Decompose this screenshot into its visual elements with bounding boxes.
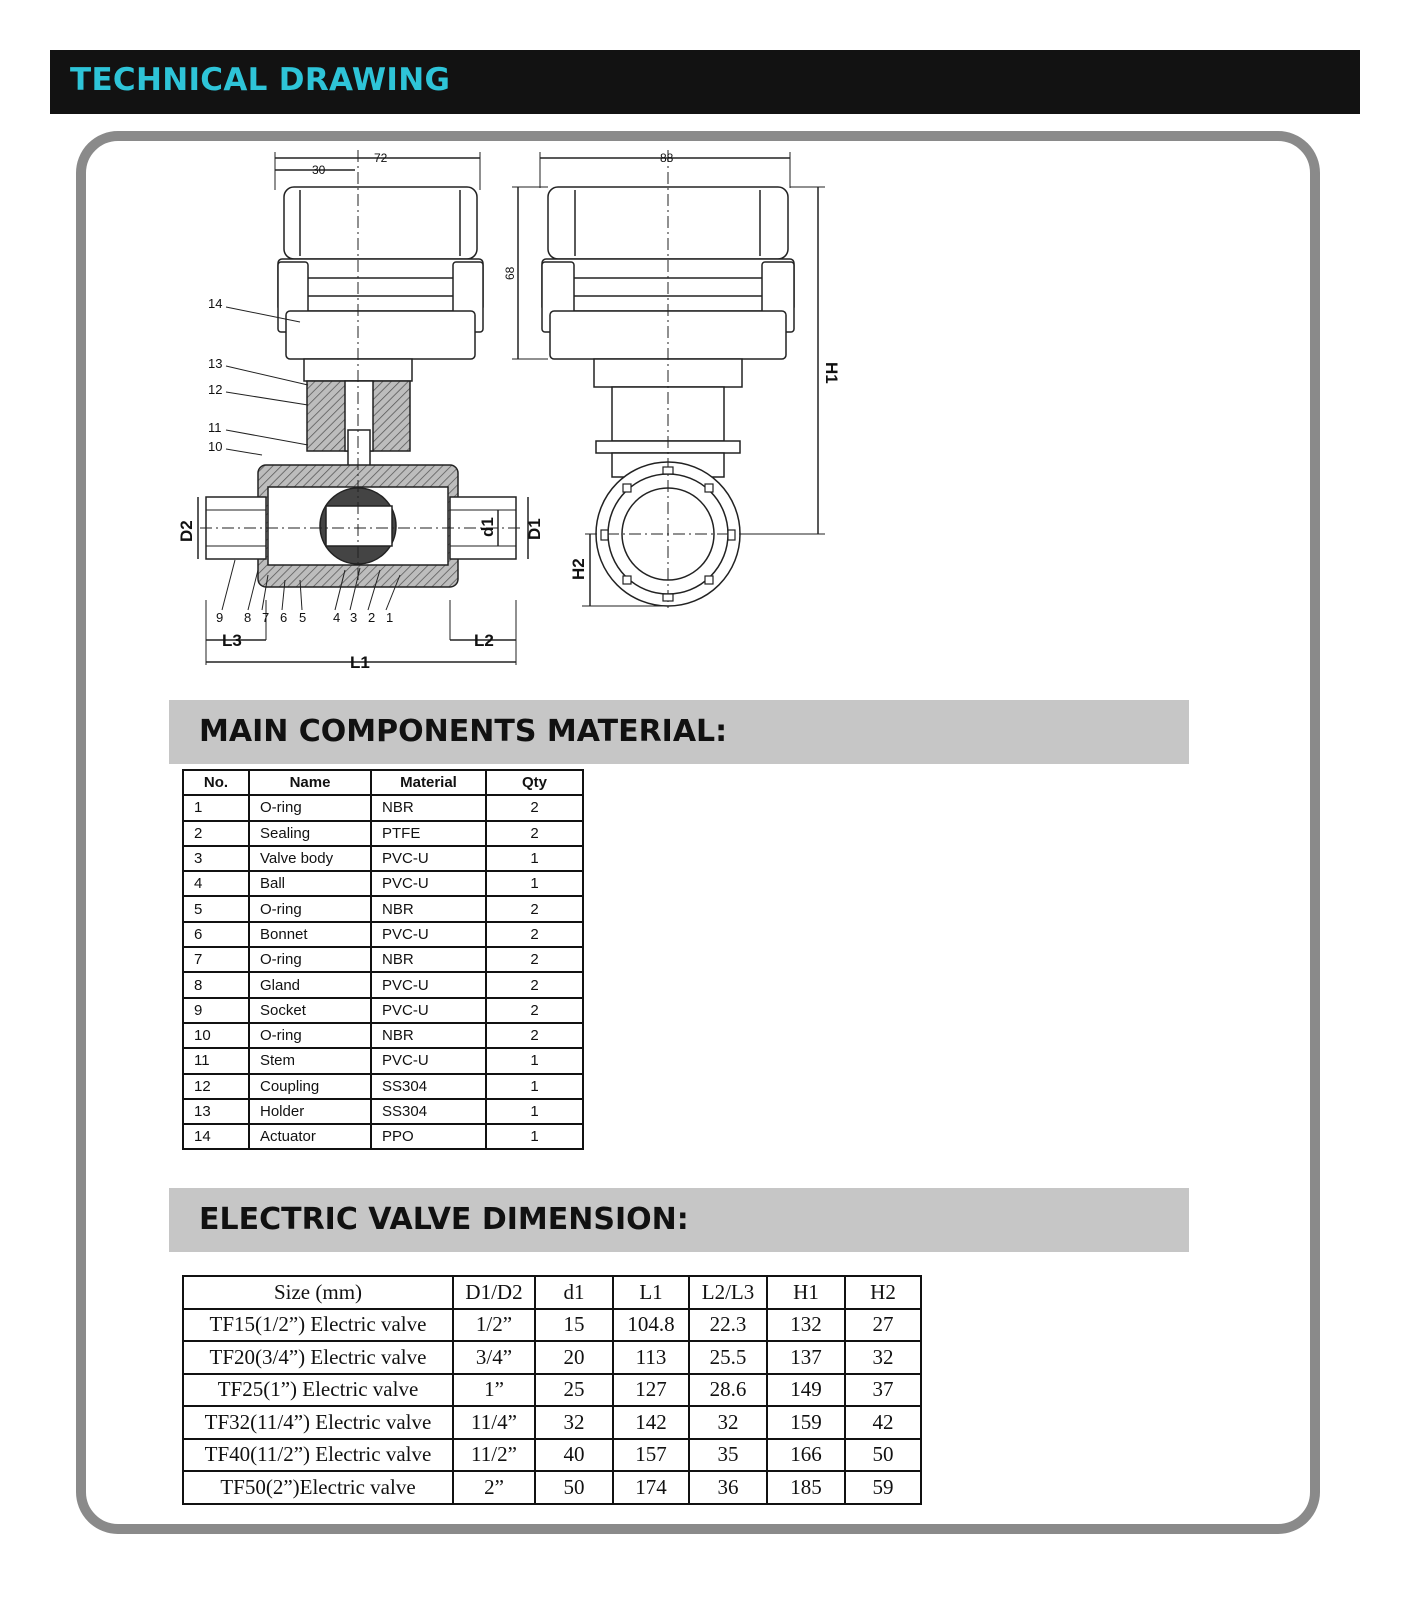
table-cell: 1/2” <box>453 1309 535 1342</box>
callout-5: 5 <box>299 610 307 625</box>
table-cell: 5 <box>183 896 249 921</box>
table-cell: Sealing <box>249 821 371 846</box>
table-cell: 174 <box>613 1471 689 1504</box>
table-cell: 7 <box>183 947 249 972</box>
header-cell: Name <box>249 770 371 795</box>
table-cell: 1 <box>486 846 583 871</box>
table-cell: NBR <box>371 795 486 820</box>
table-cell: 25.5 <box>689 1341 767 1374</box>
dimension-title: ELECTRIC VALVE DIMENSION: <box>199 1202 689 1237</box>
table-cell: 2 <box>183 821 249 846</box>
callout-7: 7 <box>262 610 270 625</box>
dim-d2-label: D2 <box>177 520 196 542</box>
table-cell: 59 <box>845 1471 921 1504</box>
table-cell: 12 <box>183 1074 249 1099</box>
table-cell: 157 <box>613 1439 689 1472</box>
table-cell: 50 <box>535 1471 613 1504</box>
header-cell: L1 <box>613 1276 689 1309</box>
table-cell: 1 <box>486 871 583 896</box>
header-cell: L2/L3 <box>689 1276 767 1309</box>
table-cell: 50 <box>845 1439 921 1472</box>
table-header-row <box>183 1276 921 1309</box>
header-cell: Material <box>371 770 486 795</box>
table-cell: 2 <box>486 896 583 921</box>
table-cell: 2 <box>486 998 583 1023</box>
table-cell: 9 <box>183 998 249 1023</box>
table-cell: 2 <box>486 795 583 820</box>
table-cell: Holder <box>249 1099 371 1124</box>
table-cell: 2” <box>453 1471 535 1504</box>
table-cell: TF50(2”)Electric valve <box>183 1471 453 1504</box>
table-cell: Socket <box>249 998 371 1023</box>
table-cell: 1 <box>183 795 249 820</box>
header-cell: D1/D2 <box>453 1276 535 1309</box>
table-row <box>183 1023 583 1048</box>
table-cell: Bonnet <box>249 922 371 947</box>
table-cell: 27 <box>845 1309 921 1342</box>
table-cell: 1 <box>486 1099 583 1124</box>
dim-l1-label: L1 <box>350 653 370 672</box>
materials-table <box>182 769 584 1150</box>
table-cell: 3 <box>183 846 249 871</box>
dim-d1-small-label: d1 <box>478 517 497 537</box>
table-cell: 42 <box>845 1406 921 1439</box>
table-cell: 137 <box>767 1341 845 1374</box>
table-row <box>183 871 583 896</box>
header-cell: No. <box>183 770 249 795</box>
table-row <box>183 1439 921 1472</box>
table-cell: PTFE <box>371 821 486 846</box>
callout-9: 9 <box>216 610 224 625</box>
header-cell: d1 <box>535 1276 613 1309</box>
table-cell: 10 <box>183 1023 249 1048</box>
dim-68-label: 68 <box>503 266 517 280</box>
table-cell: 2 <box>486 821 583 846</box>
table-row <box>183 1048 583 1073</box>
materials-table-body <box>183 795 583 1149</box>
table-cell: PVC-U <box>371 846 486 871</box>
table-cell: 35 <box>689 1439 767 1472</box>
callout-12: 12 <box>208 382 223 397</box>
header-cell: Size (mm) <box>183 1276 453 1309</box>
dim-l3-label: L3 <box>222 631 242 650</box>
table-cell: Stem <box>249 1048 371 1073</box>
callout-13: 13 <box>208 356 223 371</box>
table-cell: 4 <box>183 871 249 896</box>
table-cell: 25 <box>535 1374 613 1407</box>
table-cell: NBR <box>371 1023 486 1048</box>
table-cell: 2 <box>486 1023 583 1048</box>
table-cell: 22.3 <box>689 1309 767 1342</box>
materials-title: MAIN COMPONENTS MATERIAL: <box>199 714 728 749</box>
technical-drawing <box>170 148 850 678</box>
table-cell: 142 <box>613 1406 689 1439</box>
table-cell: 40 <box>535 1439 613 1472</box>
dimension-table <box>182 1275 922 1505</box>
dim-h2-label: H2 <box>569 558 588 580</box>
table-cell: Actuator <box>249 1124 371 1149</box>
table-cell: 32 <box>689 1406 767 1439</box>
table-cell: PVC-U <box>371 972 486 997</box>
table-row <box>183 795 583 820</box>
dim-88-label: 88 <box>660 151 674 165</box>
callout-11: 11 <box>208 420 222 435</box>
dim-30-label: 30 <box>312 163 326 177</box>
table-cell: PVC-U <box>371 998 486 1023</box>
header-cell: Qty <box>486 770 583 795</box>
table-row <box>183 972 583 997</box>
table-row <box>183 1341 921 1374</box>
table-cell: NBR <box>371 896 486 921</box>
table-cell: TF32(11/4”) Electric valve <box>183 1406 453 1439</box>
table-cell: 113 <box>613 1341 689 1374</box>
table-cell: 11 <box>183 1048 249 1073</box>
table-row <box>183 922 583 947</box>
table-cell: 2 <box>486 947 583 972</box>
table-cell: O-ring <box>249 947 371 972</box>
table-cell: 1 <box>486 1074 583 1099</box>
table-cell: SS304 <box>371 1099 486 1124</box>
table-cell: 132 <box>767 1309 845 1342</box>
callout-14: 14 <box>208 296 223 311</box>
table-cell: O-ring <box>249 795 371 820</box>
table-cell: TF15(1/2”) Electric valve <box>183 1309 453 1342</box>
table-cell: PVC-U <box>371 871 486 896</box>
table-cell: 2 <box>486 972 583 997</box>
callout-8: 8 <box>244 610 252 625</box>
table-cell: 185 <box>767 1471 845 1504</box>
table-cell: PPO <box>371 1124 486 1149</box>
table-cell: 166 <box>767 1439 845 1472</box>
dimension-section-header <box>169 1188 1189 1252</box>
table-row <box>183 846 583 871</box>
table-cell: O-ring <box>249 896 371 921</box>
table-cell: 8 <box>183 972 249 997</box>
table-cell: 149 <box>767 1374 845 1407</box>
table-cell: 127 <box>613 1374 689 1407</box>
table-cell: 28.6 <box>689 1374 767 1407</box>
table-cell: 1 <box>486 1048 583 1073</box>
table-row <box>183 947 583 972</box>
dim-l2-label: L2 <box>474 631 494 650</box>
materials-section-header <box>169 700 1189 764</box>
table-row <box>183 1309 921 1342</box>
table-cell: 14 <box>183 1124 249 1149</box>
callout-4: 4 <box>333 610 341 625</box>
table-cell: 32 <box>845 1341 921 1374</box>
table-row <box>183 998 583 1023</box>
table-cell: Valve body <box>249 846 371 871</box>
table-row <box>183 896 583 921</box>
table-row <box>183 1374 921 1407</box>
table-cell: TF25(1”) Electric valve <box>183 1374 453 1407</box>
table-cell: Ball <box>249 871 371 896</box>
table-cell: Coupling <box>249 1074 371 1099</box>
table-cell: 3/4” <box>453 1341 535 1374</box>
table-row <box>183 1074 583 1099</box>
table-cell: NBR <box>371 947 486 972</box>
table-row <box>183 821 583 846</box>
table-cell: 1 <box>486 1124 583 1149</box>
table-cell: 104.8 <box>613 1309 689 1342</box>
table-row <box>183 1099 583 1124</box>
page-title: TECHNICAL DRAWING <box>70 62 451 98</box>
table-row <box>183 1471 921 1504</box>
table-cell: 159 <box>767 1406 845 1439</box>
callout-1: 1 <box>386 610 394 625</box>
dimension-table-body <box>183 1309 921 1504</box>
header-cell: H2 <box>845 1276 921 1309</box>
table-row <box>183 1406 921 1439</box>
dim-72-label: 72 <box>374 151 388 165</box>
table-cell: 13 <box>183 1099 249 1124</box>
header-bar <box>50 50 1360 114</box>
table-cell: 37 <box>845 1374 921 1407</box>
table-cell: 36 <box>689 1471 767 1504</box>
table-cell: SS304 <box>371 1074 486 1099</box>
table-cell: O-ring <box>249 1023 371 1048</box>
table-cell: 11/4” <box>453 1406 535 1439</box>
table-cell: 11/2” <box>453 1439 535 1472</box>
callout-3: 3 <box>350 610 358 625</box>
dim-d1-label: D1 <box>525 518 544 540</box>
table-cell: Gland <box>249 972 371 997</box>
callout-6: 6 <box>280 610 288 625</box>
header-cell: H1 <box>767 1276 845 1309</box>
table-cell: 20 <box>535 1341 613 1374</box>
table-cell: 1” <box>453 1374 535 1407</box>
table-cell: 32 <box>535 1406 613 1439</box>
table-cell: 2 <box>486 922 583 947</box>
table-header-row <box>183 770 583 795</box>
table-cell: PVC-U <box>371 922 486 947</box>
table-cell: TF20(3/4”) Electric valve <box>183 1341 453 1374</box>
callout-2: 2 <box>368 610 376 625</box>
table-cell: PVC-U <box>371 1048 486 1073</box>
callout-10: 10 <box>208 439 223 454</box>
dim-h1-label: H1 <box>822 362 841 384</box>
table-cell: 6 <box>183 922 249 947</box>
table-cell: 15 <box>535 1309 613 1342</box>
table-row <box>183 1124 583 1149</box>
table-cell: TF40(11/2”) Electric valve <box>183 1439 453 1472</box>
